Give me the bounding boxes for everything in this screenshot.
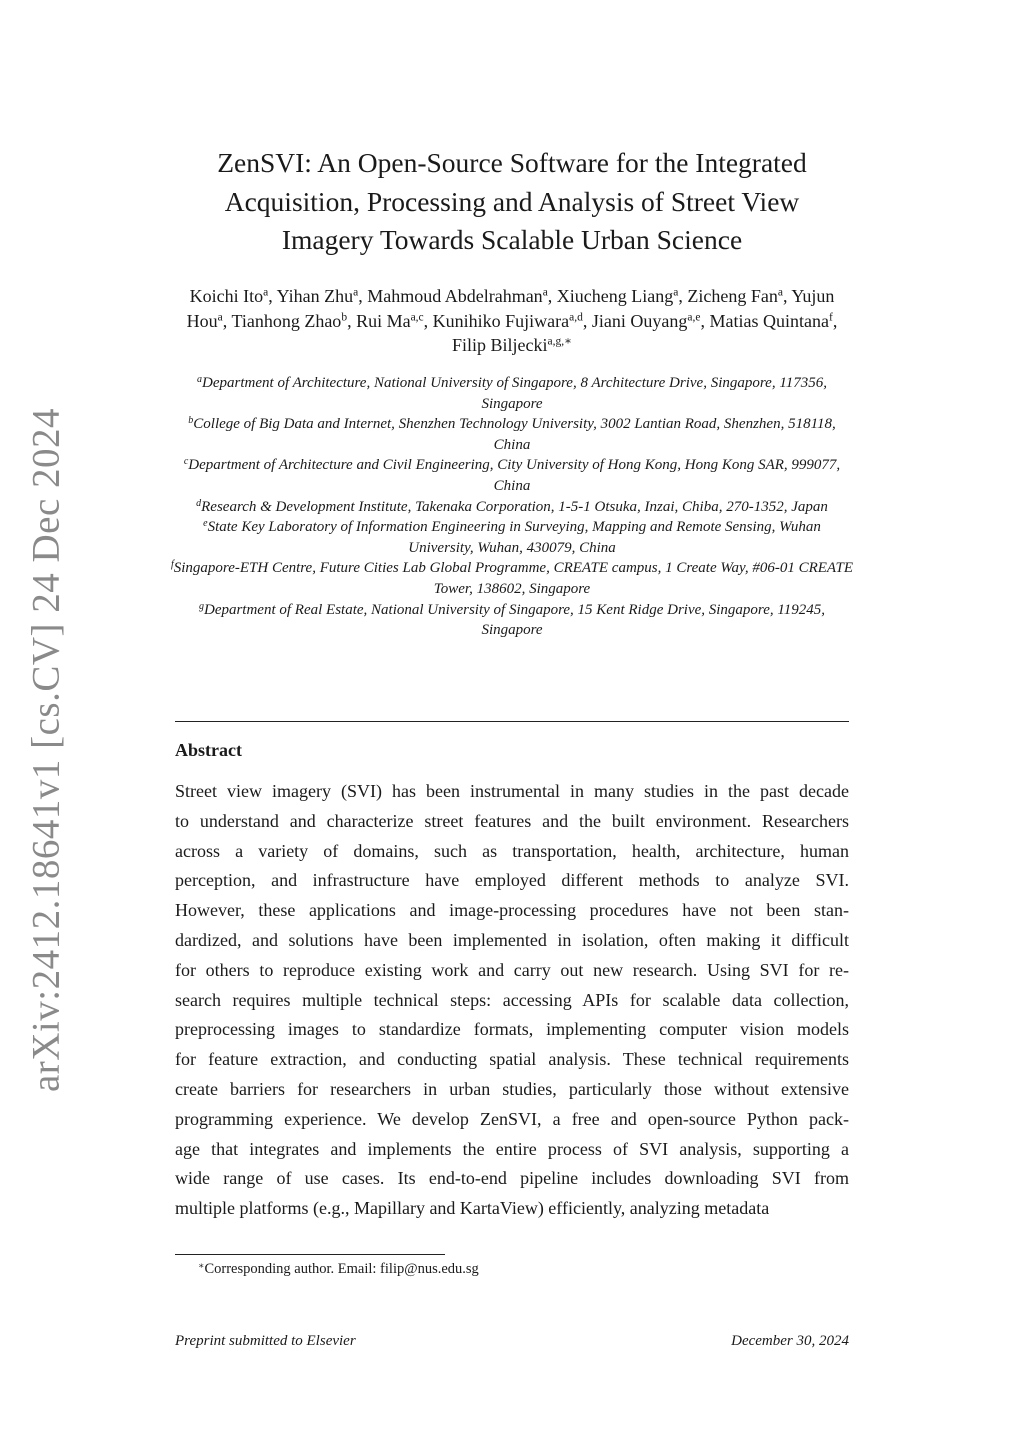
footnote-text: Corresponding author. Email: filip@nus.edu.sg: [204, 1261, 479, 1277]
abstract-line: Street view imagery (SVI) has been instrumental in many studies in the past decade: [175, 781, 849, 801]
abstract-line: wide range of use cases. Its end-to-end pipeline includes downloading SVI from: [175, 1168, 849, 1189]
footnote-mark: ∗: [198, 1261, 205, 1272]
author-name: Mahmoud Abdelrahman: [367, 286, 543, 306]
author-affiliation-mark: a: [542, 286, 548, 299]
author-name: Matias Quintana: [709, 310, 829, 331]
affiliation-text: Department of Architecture and Civil Engineering, City University of Hong Kong, Hong Kong SAR, 999077, China: [188, 457, 841, 494]
abstract-line: age that integrates and implements the entire process of SVI analysis, supporting a: [175, 1138, 849, 1159]
affiliation-mark: d: [196, 497, 202, 509]
abstract-line: programming experience. We develop ZenSVI, a free and open-source Python pack-: [175, 1108, 849, 1129]
author-separator: ,: [347, 310, 357, 331]
author-name: Rui Ma: [356, 310, 411, 331]
author: [277, 286, 368, 306]
author-separator: ,: [358, 286, 368, 306]
abstract-line: perception, and infrastructure have employed different methods to analyze SVI.: [175, 870, 849, 891]
title-line: Imagery Towards Scalable Urban Science: [281, 224, 743, 255]
author-affiliation-mark: a: [353, 286, 359, 299]
author-separator: ,: [547, 286, 557, 306]
author-name: Yihan Zhu: [276, 286, 354, 306]
author-affiliation-mark: a: [673, 286, 679, 299]
author: [557, 286, 688, 306]
author-separator: ,: [423, 310, 433, 331]
author-affiliation-mark: b: [341, 311, 348, 324]
affiliation-mark: e: [203, 518, 208, 530]
author-name: Kunihiko Fujiwara: [432, 310, 570, 331]
author-separator: ,: [832, 310, 838, 331]
abstract-line: across a variety of domains, such as transportation, health, architecture, human: [175, 840, 849, 861]
title-line: Acquisition, Processing and Analysis of Street View: [224, 185, 800, 217]
author-name: Yujun Hou: [186, 286, 835, 331]
affiliation: [170, 558, 854, 599]
author: [367, 286, 557, 306]
affiliation-list: [170, 373, 854, 641]
abstract-line: multiple platforms (e.g., Mapillary and KartaView) efficiently, analyzing metadata: [175, 1198, 770, 1219]
author-separator: ,: [700, 310, 710, 331]
author-affiliation-mark: a: [217, 311, 223, 324]
affiliation-text: Singapore-ETH Centre, Future Cities Lab Global Programme, CREATE campus, 1 Create Way, #06-01 CREATE Tower, 138602, Singapore: [173, 560, 854, 597]
abstract-line: preprocessing images to standardize formats, implementing computer vision models: [175, 1019, 849, 1040]
affiliation-mark: a: [197, 374, 203, 385]
author-separator: ,: [678, 286, 688, 306]
abstract-heading: Abstract: [175, 740, 242, 760]
author: [592, 311, 710, 331]
affiliation-text: State Key Laboratory of Information Engineering in Surveying, Mapping and Remote Sensing, Wuhan University, Wuhan, 430079, China: [207, 519, 821, 556]
author: [709, 311, 837, 331]
abstract-line: for others to reproduce existing work and carry out new research. Using SVI for re-: [175, 959, 849, 980]
author-name: Filip Biljecki: [452, 335, 548, 355]
abstract-line: for feature extraction, and conducting spatial analysis. These technical requirements: [175, 1049, 849, 1070]
author-name: Koichi Ito: [189, 286, 264, 306]
author-name: Tianhong Zhao: [231, 310, 342, 331]
author-list: [170, 284, 854, 358]
author: [190, 286, 277, 306]
author-name: Xiucheng Liang: [556, 286, 674, 306]
author: [433, 311, 592, 331]
author: [356, 311, 433, 331]
abstract-line: to understand and characterize street features and the built environment. Researchers: [175, 810, 849, 831]
author-affiliation-mark: a,c: [410, 311, 424, 324]
author-separator: ,: [582, 310, 592, 331]
author-affiliation-mark: a,e: [687, 311, 701, 324]
title-line: ZenSVI: An Open-Source Software for the Integrated: [217, 147, 807, 178]
affiliation: [170, 455, 854, 496]
author: [687, 286, 791, 306]
affiliation: [170, 600, 854, 641]
author-separator: ,: [222, 310, 232, 331]
affiliation-mark: c: [183, 456, 189, 468]
affiliation: [170, 517, 854, 558]
footer-journal: Preprint submitted to Elsevier: [175, 1333, 356, 1349]
abstract-line: However, these applications and image-processing procedures have not been stan-: [175, 900, 849, 921]
affiliation-text: Research & Development Institute, Takenaka Corporation, 1-5-1 Otsuka, Inzai, Chiba, 270-1352, Japan: [201, 498, 828, 515]
arxiv-identifier: arXiv:2412.18641v1 [cs.CV] 24 Dec 2024: [24, 407, 68, 1093]
affiliation: [170, 414, 854, 455]
author: [452, 335, 572, 355]
affiliation-text: Department of Real Estate, National University of Singapore, 15 Kent Ridge Drive, Singapore, 119245, Singapore: [203, 601, 826, 639]
abstract-body: [175, 777, 849, 1224]
author-name: Zicheng Fan: [687, 286, 778, 306]
footnote: [198, 1261, 479, 1278]
affiliation: [170, 497, 854, 518]
paper-title: [150, 144, 874, 260]
affiliation-mark: g: [198, 600, 204, 612]
abstract-line: create barriers for researchers in urban studies, particularly those without extensive: [175, 1078, 849, 1099]
affiliation: [170, 373, 854, 414]
footnote-rule: [175, 1254, 445, 1255]
author-affiliation-mark: a: [777, 286, 783, 299]
author: [231, 311, 356, 331]
author-affiliation-mark: a,g,∗: [547, 335, 572, 348]
affiliation-text: College of Big Data and Internet, Shenzhen Technology University, 3002 Lantian Road, Shenzhen, 518118, China: [193, 416, 836, 453]
abstract-top-rule: [175, 721, 849, 722]
author-affiliation-mark: a,d: [569, 311, 583, 324]
author-affiliation-mark: a: [263, 286, 269, 299]
affiliation-mark: b: [188, 415, 194, 427]
abstract-line: dardized, and solutions have been implemented in isolation, often making it difficult: [175, 929, 849, 950]
affiliation-text: Department of Architecture, National University of Singapore, 8 Architecture Drive, Singapore, 117356, Singapore: [202, 375, 827, 412]
author-separator: ,: [782, 286, 792, 306]
abstract-line: search requires multiple technical steps: accessing APIs for scalable data collection,: [175, 989, 849, 1010]
author-name: Jiani Ouyang: [591, 310, 688, 331]
author-separator: ,: [268, 286, 277, 306]
author-affiliation-mark: f: [828, 311, 833, 324]
affiliation-mark: f: [170, 559, 174, 571]
footer-date: December 30, 2024: [731, 1333, 849, 1349]
